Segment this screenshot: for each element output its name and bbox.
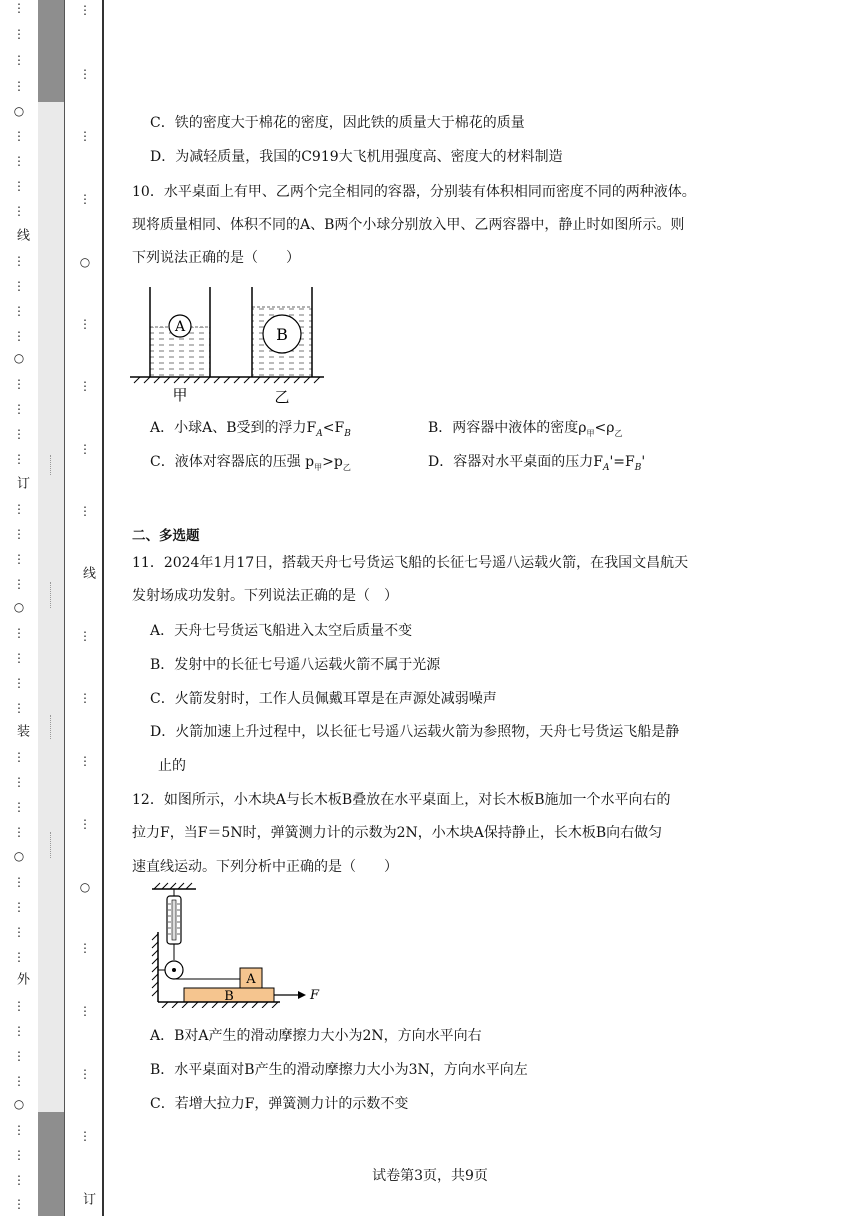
q11-option-a: A．天舟七号货运飞船进入太空后质量不变 bbox=[150, 623, 413, 639]
dots: ⋮ bbox=[13, 527, 25, 541]
circle-mark: ○ bbox=[13, 104, 25, 118]
q12-option-b: B．水平桌面对B产生的滑动摩擦力大小为3N，方向水平向左 bbox=[150, 1062, 528, 1078]
svg-text:A: A bbox=[246, 972, 256, 987]
q9-option-d: D．为减轻质量，我国的C919大飞机用强度高、密度大的材料制造 bbox=[150, 149, 563, 165]
margin-label-ding: 订 bbox=[14, 476, 29, 489]
svg-text:B: B bbox=[224, 989, 234, 1004]
dots: ⋮ bbox=[13, 502, 25, 516]
q11-option-d-line1: D．火箭加速上升过程中，以长征七号遥八运载火箭为参照物，天舟七号货运飞船是静 bbox=[150, 724, 680, 740]
dots: ⋮ bbox=[13, 999, 25, 1013]
circle-mark: ○ bbox=[13, 849, 25, 863]
q10-figure-containers bbox=[128, 282, 328, 406]
dots: ⋮ bbox=[13, 1197, 25, 1211]
margin-label-zhuang: 装 bbox=[14, 724, 29, 737]
dots: ⋮ bbox=[13, 825, 25, 839]
dots: ⋮ bbox=[13, 204, 25, 218]
q10-option-b: B．两容器中液体的密度$\rho_甲<\rho_乙$ bbox=[428, 420, 623, 438]
margin-label-xian-inner: 线 bbox=[80, 566, 95, 579]
q10-option-c: C．液体对容器底的压强 $p_甲>p_乙$ bbox=[150, 454, 351, 472]
dots: ⋮ bbox=[13, 1123, 25, 1137]
dots: ⋮ bbox=[13, 577, 25, 591]
svg-text:F: F bbox=[310, 988, 320, 1003]
dots: ⋮ bbox=[13, 925, 25, 939]
margin-label-ding-inner: 订 bbox=[80, 1192, 95, 1205]
q11-option-b: B．发射中的长征七号遥八运载火箭不属于光源 bbox=[150, 657, 441, 673]
dots: ⋮ bbox=[13, 875, 25, 889]
circle-mark: ○ bbox=[13, 600, 25, 614]
svg-text:甲: 甲 bbox=[172, 386, 188, 404]
q12-stem-line3: 速直线运动。下列分析中正确的是（ ） bbox=[132, 859, 398, 875]
circle-mark: ○ bbox=[79, 880, 91, 894]
dots: ⋮ bbox=[13, 377, 25, 391]
q12-stem-line1: 12．如图所示，小木块A与长木板B叠放在水平桌面上，对长木板B施加一个水平向右的 bbox=[132, 792, 671, 808]
dots: ⋮ bbox=[13, 1049, 25, 1063]
q12-option-c: C．若增大拉力F，弹簧测力计的示数不变 bbox=[150, 1096, 409, 1112]
dots: ⋮ bbox=[13, 53, 25, 67]
svg-text:A: A bbox=[174, 319, 186, 335]
q12-option-a: A．B对A产生的滑动摩擦力大小为2N，方向水平向右 bbox=[150, 1028, 482, 1044]
dots: ⋮ bbox=[13, 452, 25, 466]
dots: ⋮ bbox=[13, 27, 25, 41]
dots: ⋮ bbox=[13, 154, 25, 168]
dots: ⋮ bbox=[13, 1024, 25, 1038]
dots: ⋮ bbox=[13, 651, 25, 665]
circle-mark: ○ bbox=[13, 1097, 25, 1111]
q11-option-c: C．火箭发射时，工作人员佩戴耳罩是在声源处减弱噪声 bbox=[150, 691, 497, 707]
q9-option-c: C．铁的密度大于棉花的密度，因此铁的质量大于棉花的质量 bbox=[150, 115, 525, 131]
dots: ⋮ bbox=[13, 800, 25, 814]
dots: ⋮ bbox=[13, 750, 25, 764]
dots: ⋮ bbox=[13, 900, 25, 914]
dots: ⋮ bbox=[13, 1074, 25, 1088]
q11-option-d-line2: 止的 bbox=[158, 758, 186, 774]
dots: ⋮ bbox=[13, 329, 25, 343]
dots: ⋮ bbox=[13, 304, 25, 318]
page-footer: 试卷第3页，共9页 bbox=[372, 1168, 488, 1184]
gray-binding-band bbox=[38, 0, 65, 1216]
q10-option-a: A．小球A、B受到的浮力$F_A<F_B$ bbox=[150, 420, 351, 439]
q10-stem-line2: 现将质量相同、体积不同的A、B两个小球分别放入甲、乙两容器中，静止时如图所示。则 bbox=[132, 217, 685, 233]
dots: ⋮ bbox=[13, 402, 25, 416]
dots: ⋮ bbox=[13, 552, 25, 566]
dots: ⋮ bbox=[13, 254, 25, 268]
q10-option-d: D．容器对水平桌面的压力$F_A'=F_B'$ bbox=[428, 454, 646, 473]
inner-binding-margin: ⋮ ⋮ ⋮ ⋮ ○ ⋮ ⋮ ⋮ ⋮ 线 ⋮ ⋮ ⋮ ⋮ ○ ⋮ ⋮ ⋮ ⋮ 订 bbox=[64, 0, 104, 1216]
margin-label-xian: 线 bbox=[14, 228, 29, 241]
q10-stem-line1: 10．水平桌面上有甲、乙两个完全相同的容器，分别装有体积相同而密度不同的两种液体。 bbox=[132, 184, 696, 200]
q11-stem-line1: 11．2024年1月17日，搭载天舟七号货运飞船的长征七号遥八运载火箭，在我国文昌航天 bbox=[132, 555, 689, 571]
q12-figure-spring-scale bbox=[148, 882, 338, 1008]
dots: ⋮ bbox=[13, 79, 25, 93]
q10-stem-line3: 下列说法正确的是（ ） bbox=[132, 250, 300, 266]
dots: ⋮ bbox=[13, 279, 25, 293]
section-heading-multiple-choice: 二、多选题 bbox=[132, 528, 200, 544]
dots: ⋮ bbox=[13, 701, 25, 715]
q11-stem-line2: 发射场成功发射。下列说法正确的是（ ） bbox=[132, 588, 398, 604]
dots: ⋮ bbox=[13, 1148, 25, 1162]
svg-text:B: B bbox=[276, 325, 288, 344]
dots: ⋮ bbox=[13, 1173, 25, 1187]
q12-stem-line2: 拉力F，当F＝5N时，弹簧测力计的示数为2N，小木块A保持静止，长木板B向右做匀 bbox=[132, 825, 663, 841]
gray-band-top bbox=[38, 0, 64, 102]
gray-band-bottom bbox=[38, 1112, 64, 1216]
circle-mark: ○ bbox=[79, 255, 91, 269]
dots: ⋮ bbox=[13, 427, 25, 441]
dots: ⋮ bbox=[13, 1, 25, 15]
dots: ⋮ bbox=[13, 129, 25, 143]
dots: ⋮ bbox=[13, 626, 25, 640]
svg-text:乙: 乙 bbox=[274, 388, 290, 406]
dots: ⋮ bbox=[13, 775, 25, 789]
dots: ⋮ bbox=[13, 676, 25, 690]
dots: ⋮ bbox=[13, 950, 25, 964]
circle-mark: ○ bbox=[13, 351, 25, 365]
force-arrow-icon bbox=[298, 991, 306, 999]
dots: ⋮ bbox=[13, 179, 25, 193]
margin-label-wai: 外 bbox=[14, 972, 29, 985]
outer-binding-margin bbox=[0, 0, 39, 1216]
